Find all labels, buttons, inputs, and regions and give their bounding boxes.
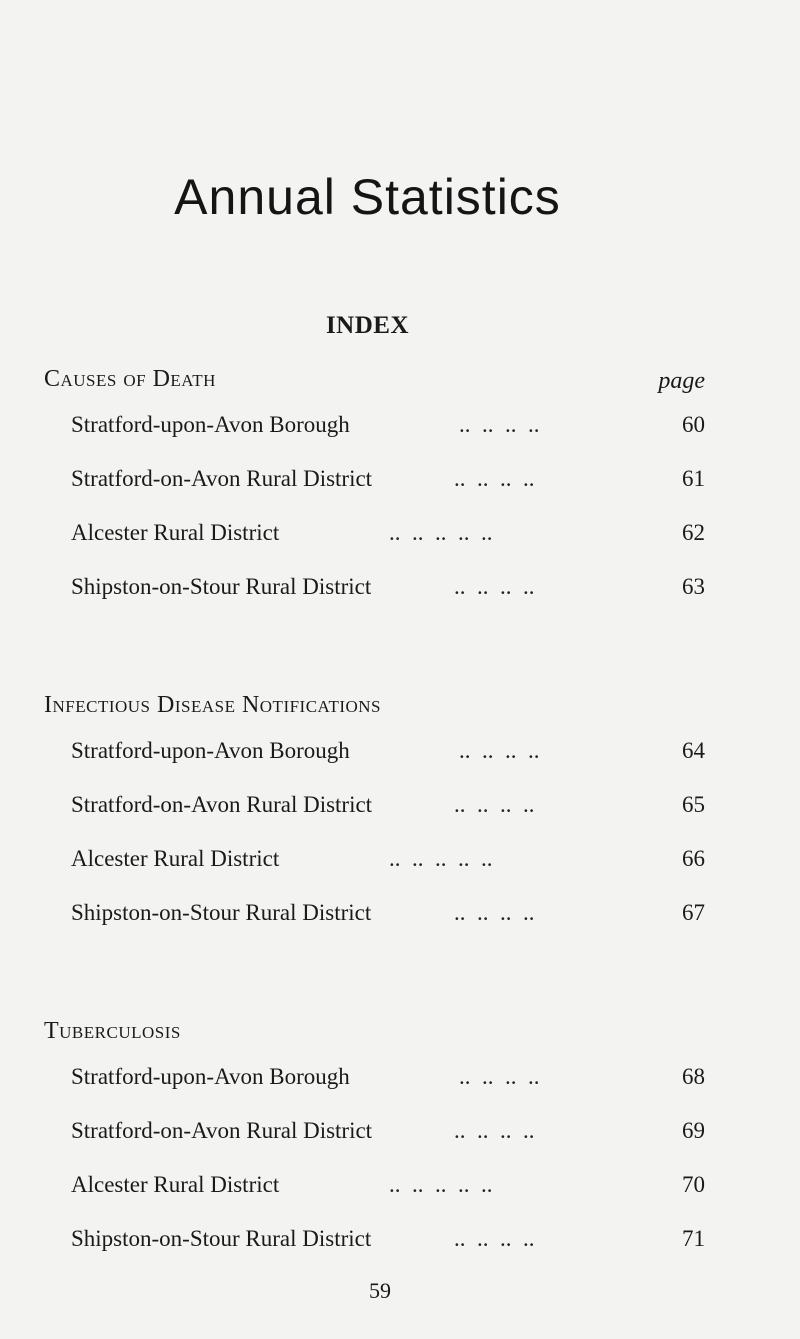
index-entry <box>71 574 705 606</box>
entry-label: Shipston-on-Stour Rural District <box>71 900 372 925</box>
entry-label: Stratford-upon-Avon Borough <box>71 738 350 763</box>
dot-leader: .. .. .. .. <box>454 1118 535 1143</box>
entry-page-number: 69 <box>682 1118 705 1143</box>
index-entry <box>71 1064 705 1096</box>
dot-leader: .. .. .. .. .. <box>389 846 493 871</box>
index-entry <box>71 520 705 552</box>
entry-page-number: 65 <box>682 792 705 817</box>
dot-leader: .. .. .. .. <box>454 792 535 817</box>
entry-page-number: 63 <box>682 574 705 599</box>
index-entry <box>71 1226 705 1258</box>
section-heading-tuberculosis: Tuberculosis <box>44 1018 181 1044</box>
page-column-label: page <box>658 368 705 394</box>
dot-leader: .. .. .. .. <box>454 466 535 491</box>
entry-label: Shipston-on-Stour Rural District <box>71 574 372 599</box>
index-entry <box>71 738 705 770</box>
entry-label: Alcester Rural District <box>71 1172 280 1197</box>
dot-leader: .. .. .. .. .. <box>389 1172 493 1197</box>
entry-page-number: 60 <box>682 412 705 437</box>
index-entry <box>71 792 705 824</box>
entry-label: Alcester Rural District <box>71 846 280 871</box>
entry-label: Stratford-on-Avon Rural District <box>71 466 373 491</box>
index-entry <box>71 412 705 444</box>
entry-page-number: 71 <box>682 1226 705 1251</box>
dot-leader: .. .. .. .. <box>459 412 540 437</box>
dot-leader: .. .. .. .. .. <box>389 520 493 545</box>
dot-leader: .. .. .. .. <box>454 1226 535 1251</box>
page-title: Annual Statistics <box>174 169 561 225</box>
entry-page-number: 64 <box>682 738 705 763</box>
entry-label: Stratford-upon-Avon Borough <box>71 412 350 437</box>
entry-page-number: 70 <box>682 1172 705 1197</box>
entry-page-number: 61 <box>682 466 705 491</box>
entry-page-number: 66 <box>682 846 705 871</box>
index-entry <box>71 846 705 878</box>
dot-leader: .. .. .. .. <box>459 738 540 763</box>
index-entry <box>71 900 705 932</box>
entry-label: Alcester Rural District <box>71 520 280 545</box>
index-heading: INDEX <box>325 312 410 339</box>
entry-label: Shipston-on-Stour Rural District <box>71 1226 372 1251</box>
section-heading-infectious-disease-notifications: Infectious Disease Notifications <box>44 692 382 718</box>
entry-label: Stratford-upon-Avon Borough <box>71 1064 350 1089</box>
entry-label: Stratford-on-Avon Rural District <box>71 1118 373 1143</box>
index-entry <box>71 466 705 498</box>
footer-page-number: 59 <box>369 1278 391 1303</box>
entry-page-number: 68 <box>682 1064 705 1089</box>
entry-label: Stratford-on-Avon Rural District <box>71 792 373 817</box>
dot-leader: .. .. .. .. <box>454 574 535 599</box>
entry-page-number: 62 <box>682 520 705 545</box>
index-entry <box>71 1118 705 1150</box>
dot-leader: .. .. .. .. <box>454 900 535 925</box>
section-heading-causes-of-death: Causes of Death <box>44 366 216 392</box>
dot-leader: .. .. .. .. <box>459 1064 540 1089</box>
entry-page-number: 67 <box>682 900 705 925</box>
index-entry <box>71 1172 705 1204</box>
